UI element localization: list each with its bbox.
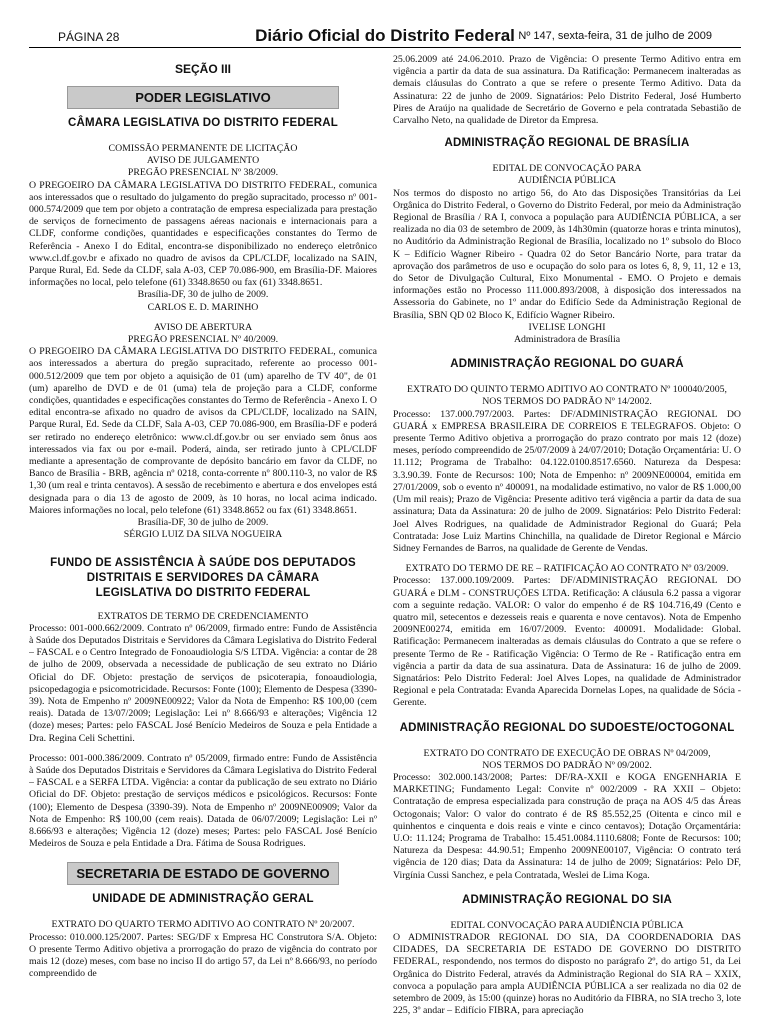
notice-body: 25.06.2009 até 24.06.2010. Prazo de Vigência: O presente Termo Aditivo entra em vigência a partir da data de sua assinatura. Da Ratificação: Permanecem inalteradas as demais cláusulas do Contrato a que se refere o presente Termo Aditivo. Data da Assinatura: 22 de junho de 2009. Signatários: Pelo Distrito Federal, José Humberto Pires de Araújo na qualidade de Secretário de Governo e pela contratada Sebastião de Carvalho Neto, na qualidade de Diretor da Empresa. bbox=[393, 54, 741, 127]
section-title: SEÇÃO III bbox=[174, 62, 231, 76]
notice-line: COMISSÃO PERMANENTE DE LICITAÇÃO bbox=[108, 143, 298, 154]
notice-line: EXTRATO DO CONTRATO DE EXECUÇÃO DE OBRAS Nº 04/2009, bbox=[423, 747, 711, 759]
heading-sudoeste: ADMINISTRAÇÃO REGIONAL DO SUDOESTE/OCTOGONAL bbox=[399, 721, 735, 734]
notice-body: Processo: 010.000.125/2007. Partes: SEG/DF x Empresa HC Construtora S/A. Objeto: O presente Termo Aditivo objetiva a prorrogação do prazo de vigência do contrato por mais 12 (doze) meses, com base no inciso II do artigo 57, da Lei nº 8.666/93, no período compreendido de bbox=[29, 931, 377, 980]
notice-line: EXTRATO DO TERMO DE RE – RATIFICAÇÃO AO CONTRATO Nº 03/2009. bbox=[405, 563, 729, 575]
notice-body: O PREGOEIRO DA CÂMARA LEGISLATIVA DO DISTRITO FEDERAL, comunica aos interessados a abertura do pregão supracitado, referente ao processo 001-000.512/2009 que tem por objeto a aquisição de 01 (um) aparelho de TV 40", de 01 (um) aparelho de DVD e de 01 (uma) tela de projeção para a CLDF, conforme condições, quantidades e especificações constantes do Termo de Referência - Anexo I. O edital encontra-se afixado no quadro de avisos da CPL/CLDF, localizado na SAIN, Parque Rural, Ed. Sede da CLDF, Sala A-03, CEP 70.086-900, em Brasília-DF e poderá ser retirado no endereço eletrônico: www.cl.df.gov.br ou ser enviado sem ônus aos interessados via fax ou por e-mail. Poderá, ainda, ser retirado junto à CPL/CLDF mediante a apresentação de comprovante de depósito bancário em favor da CLDF, no Banco de Brasília - BRB, agência nº 0218, conta-corrente nº 800.110-3, no valor de R$ 1,30 (um real e trinta centavos). A sessão de recebimento e abertura e dos envelopes está designada para o dia 13 de agosto de 2009, às 10 horas, no local acima indicado. Maiores informações no local, pelo telefone (61) 3348.8652 ou fax (61) 3348.8651. bbox=[29, 346, 377, 516]
notice-line: PREGÃO PRESENCIAL Nº 40/2009. bbox=[127, 334, 279, 346]
notice-line: PREGÃO PRESENCIAL Nº 38/2009. bbox=[127, 167, 279, 179]
notice-body: O ADMINISTRADOR REGIONAL DO SIA, DA COORDENADORIA DAS CIDADES, DA SECRETARIA DE ESTADO DE GOVERNO DO DISTRITO FEDERAL, respondendo, nos termos do disposto no parágrafo 2º, do artigo 51, da Lei Orgânica do Distrito Federal, através da Administração Regional do SIA RA – XXIX, convoca a população para ampla AUDIÊNCIA PÚBLICA a ser realizada no dia 02 de setembro de 2009, às 15:00 (quinze) horas no Auditório da FIBRA, no SIA trecho 3, lote 225, 3º andar – Edifício FIBRA, para apreciação bbox=[393, 931, 741, 1017]
notice-role: Administradora de Brasília bbox=[513, 334, 621, 346]
notice-body: Processo: 302.000.143/2008; Partes: DF/RA-XXII e KOGA ENGENHARIA E MARKETING; Fundamento Legal: Convite nº 002/2009 - RA XXII – Objeto: Contratação de empresa especializada para construção de praça na AOS 4/5 das Áreas Octogonais; Valor: O valor do contrato é de R$ 85.552,25 (Oitenta e cinco mil e quinhentos e cinquenta e dois reais e vinte e cinco centavos); Dotação Orçamentária: U.O: 11.124; Programa de Trabalho: 15.451.0084.1110.6808; Fonte de Recursos: 100; Natureza da Despesa: 44.90.51; Empenho 2009NE00107, Vigência: O contrato terá vigência de 120 dias; Data da Assinatura: 14 de julho de 2009; Signatários: Pelo DF, Virgínia Cussi Sanchez, e pela Contratada, Weslei de Lima Koga. bbox=[393, 771, 741, 881]
page-header bbox=[29, 0, 741, 48]
notice-body: Processo: 001-000.662/2009. Contrato nº 06/2009, firmado entre: Fundo de Assistência à Saúde dos Deputados Distritais e Servidores da Câmara Legislativa do Distrito Federal – FASCAL e o Centro Integrado de Fonoaudiologia S/S LTDA. Vigência: a contar de 28 de julho de 2009, observada a necessidade de publicação de seu extrato no Diário Oficial do DF. Objeto: prestação de serviços de psicoterapia, fonoaudiologia, psicopedagogia e psicomotricidade. Recursos: Fonte (100); Elemento de Despesa (3390-39). Nota de Empenho nº 2009NE00922; Valor da Nota de Empenho: R$ 100,00 (cem reais). Datada de 13/07/2009; Legislação: Lei nº 8.666/93 e alterações; Vigência 12 (doze) meses; Partes: pelo FASCAL José Benício Medeiros de Souza e pela Entidade a Dra. Regina Celi Schettini. bbox=[29, 622, 377, 744]
columns bbox=[29, 48, 741, 1020]
heading-uag: UNIDADE DE ADMINISTRAÇÃO GERAL bbox=[92, 893, 314, 906]
notice-line: AVISO DE ABERTURA bbox=[153, 321, 253, 333]
notice-body: O PREGOEIRO DA CÂMARA LEGISLATIVA DO DISTRITO FEDERAL, comunica aos interessados que o resultado do julgamento do pregão supracitado, processo nº 001-000.574/2009 que tem por objeto a contratação de empresa especializada para prestação de serviços de fornecimento de passagens aéreas nacionais e internacionais para a CLDF, conforme condições, quantidades e especificações constantes do Termo de Referência - Anexo I do Edital, encontra-se disponibilizado no endereço eletrônico www.cl.df.gov.br e afixado no quadro de avisos da CPL/CLDF, localizado na SAIN, Parque Rural, Ed. Sede da CLDF, sala A-03, CEP 70.086-900, em Brasília-DF. Maiores informações no local, pelo telefone (61) 3348.8650 ou fax (61) 3348.8651. bbox=[29, 179, 377, 289]
notice-line: EDITAL DE CONVOCAÇÃO PARA bbox=[492, 163, 642, 175]
band-poder-legislativo: PODER LEGISLATIVO bbox=[67, 86, 339, 109]
notice-line: EXTRATO DO QUINTO TERMO ADITIVO AO CONTRATO Nº 100040/2005, bbox=[407, 384, 727, 396]
newspaper-title: Diário Oficial do Distrito Federal bbox=[255, 26, 515, 45]
page-number: PÁGINA 28 bbox=[58, 30, 120, 44]
right-column bbox=[393, 54, 741, 1020]
issue-date: Nº 147, sexta-feira, 31 de julho de 2009 bbox=[518, 30, 712, 42]
notice-line: EXTRATOS DE TERMO DE CREDENCIAMENTO bbox=[97, 610, 309, 622]
heading-camara: CÂMARA LEGISLATIVA DO DISTRITO FEDERAL bbox=[68, 117, 338, 129]
heading-sia: ADMINISTRAÇÃO REGIONAL DO SIA bbox=[461, 893, 673, 906]
notice-body: Nos termos do disposto no artigo 56, do Ato das Disposições Transitórias da Lei Orgânica do Distrito Federal, o Governo do Distrito Federal, por meio da Administração Regional de Brasília / RA I, convoca a população para AUDIÊNCIA PÚBLICA, a ser realizada no dia 03 de setembro de 2009, às 14h30min (quatorze horas e trinta minutos), no Auditório da Administração Regional de Brasília, localizado no 1º subsolo do Bloco K – Edifício Wagner Ribeiro - Quadra 02 do Setor Bancário Norte, para tratar da aprovação dos parâmetros de uso e ocupação do solo para os lotes 6, 8, 9, 11, 12 e 13, do Setor de Divulgação Cultural, Eixo Monumental - EMO. O Projeto e demais informações estão no Processo 111.000.893/2008, à disposição dos interessados na Assessoria do Gabinete, no 1º andar do Edifício Sede da Administração Regional de Brasília, SBN QD 02 Bloco K, Edifício Wagner Ribeiro. bbox=[393, 187, 741, 321]
notice-line: EDITAL CONVOCAÇÃO PARA AUDIÊNCIA PÚBLICA bbox=[450, 919, 684, 931]
notice-line: AVISO DE JULGAMENTO bbox=[146, 155, 260, 167]
heading-brasilia: ADMINISTRAÇÃO REGIONAL DE BRASÍLIA bbox=[444, 137, 690, 150]
notice-body: Processo: 137.000.797/2003. Partes: DF/ADMINISTRAÇÃO REGIONAL DO GUARÁ x EMPRESA BRASILEIRA DE CORREIOS E TELEGRAFOS. Objeto: O presente Termo Aditivo objetiva a prorrogação do prazo contrato por mais 12 (doze) meses, período compreendido de 25/07/2009 à 24/07/2010; Dotação Orçamentária: U. O 11.112; Programa de Trabalho: 04.122.0100.8517.6560. Natureza da Despesa: 3.3.90.39. Fonte de Recursos: 100; Nota de Empenho: nº 2009NE00004, emitida em 27/01/2009, sob o evento nº 400091, na modalidade estimativo, no valor de R$ 1.000,00 (Um mil reais); Prazo de Vigência: Presente aditivo terá vigência a partir da data de sua assinatura; Data da Assinatura: 20 de julho de 2009. Signatários: Pelo Distrito Federal: Joel Alves Rodrigues, na qualidade de Administrador Regional do Guará; Pela Contratada: Jose Luiz Martins Chinchilla, na qualidade de Diretor Regional e Márcio Sidney Fernandes de Barros, na qualidade de Gerente de Vendas. bbox=[393, 408, 741, 554]
notice-line: NOS TERMOS DO PADRÃO Nº 14/2002. bbox=[482, 396, 652, 408]
notice-place: Brasília-DF, 30 de julho de 2009. bbox=[137, 517, 269, 529]
notice-body: Processo: 001-000.386/2009. Contrato nº 05/2009, firmado entre: Fundo de Assistência à Saúde dos Deputados Distritais e Servidores da Câmara Legislativa do Distrito Federal – FASCAL e a SERFA LTDA. Vigência: a contar da publicação de seu extrato no Diário Oficial do DF. Objeto: prestação de serviços médicos e psicológicos. Recursos: Fonte (100); Elemento de Despesa (3390-39). Nota de Empenho nº 2009NE00909; Valor da Nota de Empenho: R$ 100,00 (cem reais). Datada de 06/07/2009; Legislação: Lei nº 8.666/93 e alterações; Vigência 12 (doze) meses; Partes: pelo FASCAL José Benício Medeiros de Souza e pela Entidade a Dra. Fátima de Sousa Rodrigues. bbox=[29, 752, 377, 850]
notice-signature: CARLOS E. D. MARINHO bbox=[147, 301, 259, 313]
notice-line: AUDIÊNCIA PÚBLICA bbox=[517, 175, 617, 187]
band-secretaria: SECRETARIA DE ESTADO DE GOVERNO bbox=[67, 862, 339, 885]
notice-signature: SÉRGIO LUIZ DA SILVA NOGUEIRA bbox=[123, 529, 283, 541]
heading-fundo: FUNDO DE ASSISTÊNCIA À SAÚDE DOS DEPUTADOS DISTRITAIS E SERVIDORES DA CÂMARA LEGISLATIVA DO DISTRITO FEDERAL bbox=[50, 556, 356, 599]
notice-signature: IVELISE LONGHI bbox=[528, 321, 606, 333]
left-column bbox=[29, 54, 377, 1020]
heading-guara: ADMINISTRAÇÃO REGIONAL DO GUARÁ bbox=[450, 358, 684, 371]
notice-body: Processo: 137.000.109/2009. Partes: DF/ADMINISTRAÇÃO REGIONAL DO GUARÁ e DLM - CONSTRUÇÕES LTDA. Retificação: A cláusula 6.2 passa a vigorar com a seguinte redação. VALOR: O valor do empenho é de R$ 104.716,49 (Cento e quatro mil, setecentos e dezesseis reais e quarenta e nove centavos). Nota de Empenho 2009NE00274, emitida em 16/07/2009. Evento: 400091. Modalidade: Global. Ratificação: Permanecem inalteradas as demais cláusulas do Contrato a que se refere o presente Termo de Re - Ratificação Vigência: O Termo de Re - Ratificação entra em vigência a partir da data de sua assinatura. Data de Assinatura: 16 de julho de 2009. Signatários: Pelo Distrito Federal: Joel Alves Lopes, na qualidade de Administrador Regional e pela Contratada: Evanda Aparecida Dornelas Lopes, na qualidade de Sócia - Gerente. bbox=[393, 575, 741, 709]
notice-place: Brasília-DF, 30 de julho de 2009. bbox=[137, 289, 269, 301]
notice-line: NOS TERMOS DO PADRÃO Nº 09/2002. bbox=[482, 759, 652, 771]
notice-line: EXTRATO DO QUARTO TERMO ADITIVO AO CONTRATO Nº 20/2007. bbox=[51, 919, 355, 931]
